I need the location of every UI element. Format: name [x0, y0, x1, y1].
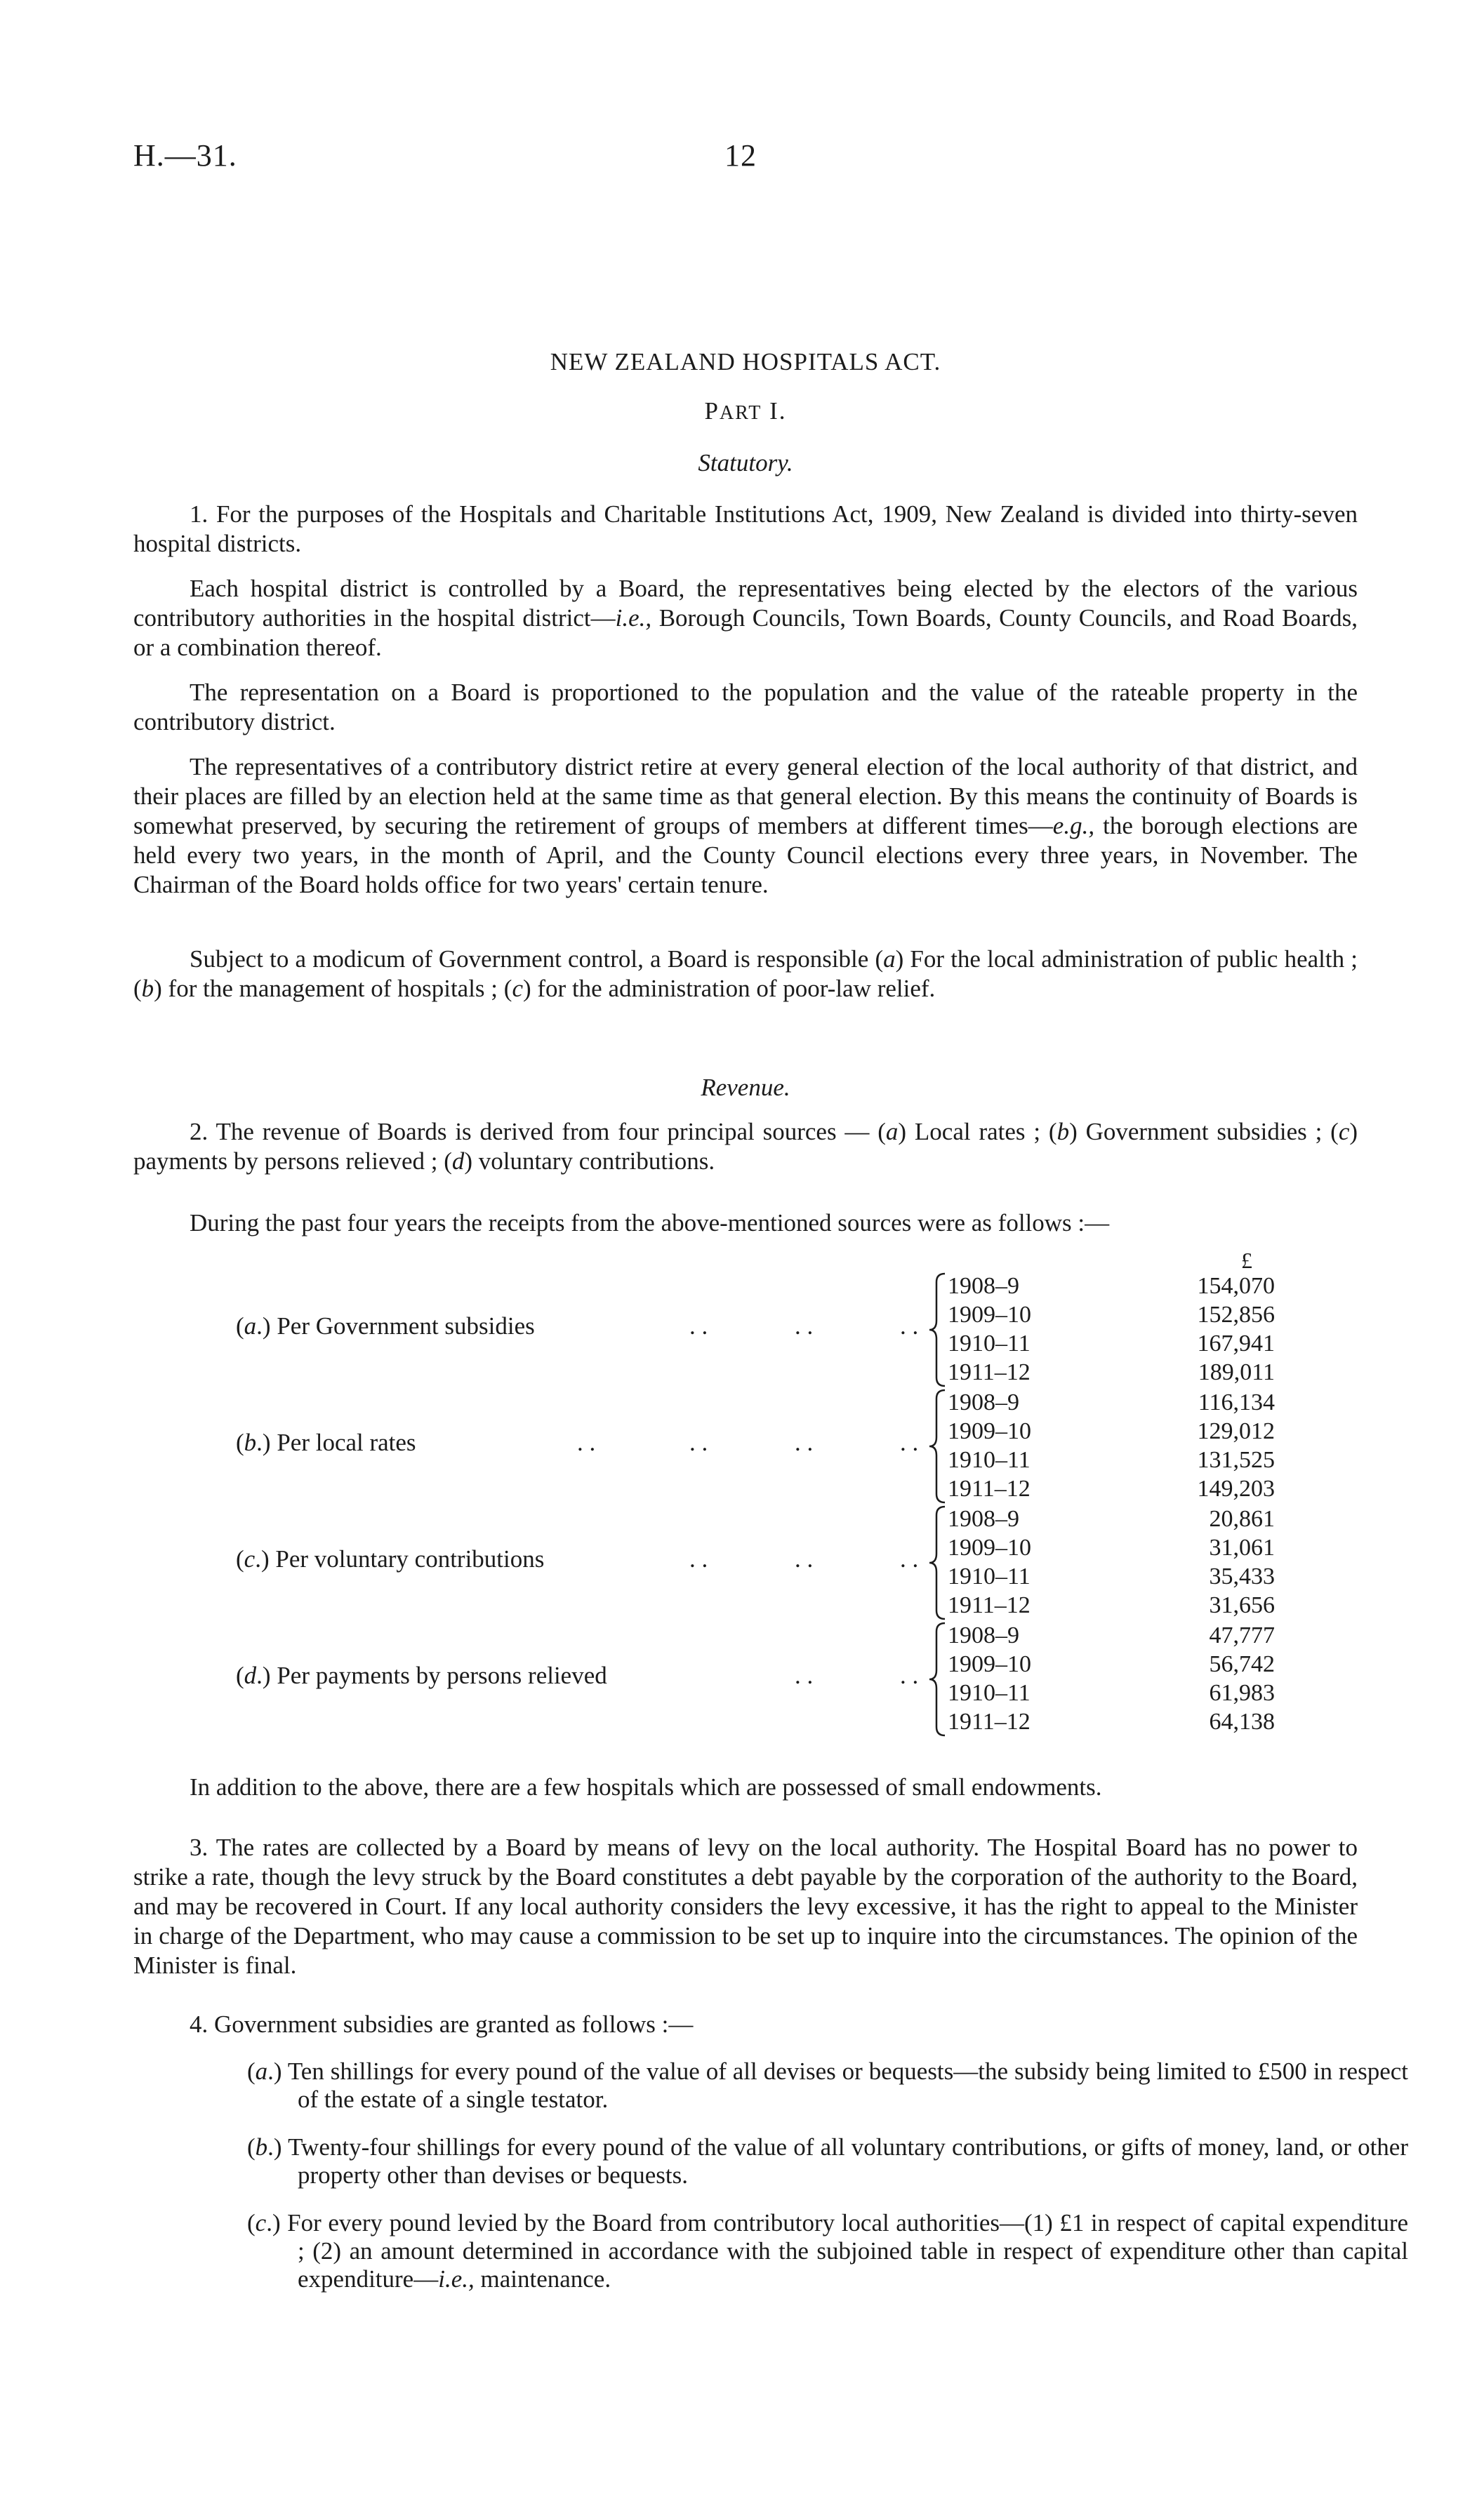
leader-dots: . .: [689, 1312, 708, 1340]
year-cell: 1911–12: [948, 1592, 1031, 1618]
leader-dots: . .: [577, 1429, 596, 1456]
subsidy-item-a: (a.) Ten shillings for every pound of the value of all devises or bequests—the subsidy being limited to £500 in respect of the estate of a single testator.: [247, 2058, 1409, 2113]
leader-dots: . .: [900, 1662, 919, 1689]
amount-cell: 47,777: [1209, 1622, 1275, 1648]
brace-icon: [927, 1621, 948, 1738]
amount-cell: 189,011: [1198, 1359, 1275, 1385]
year-cell: 1910–11: [948, 1447, 1031, 1473]
group-label: (b.) Per local rates: [236, 1429, 416, 1456]
leader-dots: . .: [689, 1429, 708, 1456]
subsidy-item-b: (b.) Twenty-four shillings for every pound of the value of all voluntary contributions, or gifts of money, land, or other property other than devises or bequests.: [247, 2133, 1408, 2189]
amount-cell: 131,525: [1197, 1447, 1275, 1473]
year-cell: 1909–10: [948, 1535, 1031, 1561]
paragraph-1: 1. For the purposes of the Hospitals and Charitable Institutions Act, 1909, New Zealand is divided into thirty-seven hospital districts.: [133, 500, 1358, 557]
leader-dots: . .: [900, 1312, 919, 1340]
paragraph-revenue-sources: 2. The revenue of Boards is derived from four principal sources — (a) Local rates ; (b) Government subsidies ; (c) payments by persons relieved ; (d) voluntary contributions.: [133, 1118, 1358, 1175]
brace-icon: [927, 1272, 948, 1388]
year-cell: 1909–10: [948, 1651, 1031, 1677]
amount-cell: 31,656: [1209, 1592, 1275, 1618]
leader-dots: . .: [795, 1545, 814, 1573]
part-heading: PART I.: [704, 397, 787, 425]
paragraph-5: Subject to a modicum of Government control, a Board is responsible (a) For the local administration of public health ; (b) for the management of hospitals ; (c) for the administration of poor-law relief.: [133, 945, 1358, 1002]
year-cell: 1911–12: [948, 1359, 1031, 1385]
year-cell: 1908–9: [948, 1273, 1019, 1299]
amount-cell: 152,856: [1197, 1302, 1275, 1328]
act-title: NEW ZEALAND HOSPITALS ACT.: [550, 348, 941, 375]
amount-cell: 64,138: [1209, 1709, 1275, 1735]
year-cell: 1910–11: [948, 1564, 1031, 1589]
receipts-group-d: [133, 1621, 1358, 1738]
amount-cell: 20,861: [1209, 1506, 1275, 1532]
receipts-group-c: [133, 1505, 1358, 1621]
document-reference: H.—31.: [133, 138, 237, 173]
year-cell: 1909–10: [948, 1418, 1031, 1444]
group-label: (a.) Per Government subsidies: [236, 1312, 535, 1340]
year-cell: 1911–12: [948, 1476, 1031, 1502]
amount-cell: 167,941: [1197, 1331, 1275, 1356]
amount-cell: 129,012: [1197, 1418, 1275, 1444]
amount-cell: 61,983: [1209, 1680, 1275, 1706]
group-label: (d.) Per payments by persons relieved: [236, 1662, 607, 1689]
amount-cell: 116,134: [1198, 1389, 1275, 1415]
year-cell: 1910–11: [948, 1680, 1031, 1706]
year-cell: 1908–9: [948, 1389, 1019, 1415]
page-number: 12: [724, 138, 757, 173]
brace-icon: [927, 1388, 948, 1505]
currency-symbol: £: [1241, 1248, 1252, 1273]
paragraph-2: Each hospital district is controlled by a Board, the representatives being elected by the electors of the various contributory authorities in the hospital district—i.e., Borough Councils, Town Boards, County Councils, and Road Boards, or a combination thereof.: [133, 575, 1358, 661]
amount-cell: 149,203: [1197, 1476, 1275, 1502]
leader-dots: . .: [795, 1662, 814, 1689]
amount-cell: 56,742: [1209, 1651, 1275, 1677]
receipts-group-a: [133, 1272, 1358, 1388]
amount-cell: 31,061: [1209, 1535, 1275, 1561]
paragraph-3: The representation on a Board is proportioned to the population and the value of the rateable property in the contributory district.: [133, 679, 1358, 735]
brace-icon: [927, 1505, 948, 1621]
year-cell: 1908–9: [948, 1622, 1019, 1648]
paragraph-3-rates: 3. The rates are collected by a Board by means of levy on the local authority. The Hospital Board has no power to strike a rate, though the levy struck by the Board constitutes a debt payable by the corporation of the authority to the Board, and may be recovered in Court. If any local authority considers the levy excessive, it has the right to appeal to the Minister in charge of the Department, who may cause a commission to be set up to inquire into the circumstances. The opinion of the Minister is final.: [133, 1834, 1358, 1979]
year-cell: 1911–12: [948, 1709, 1031, 1735]
leader-dots: . .: [689, 1545, 708, 1573]
subsidy-item-c: (c.) For every pound levied by the Board from contributory local authorities—(1) £1 in respect of capital expenditure ; (2) an amount determined in accordance with the subjoined table in respect of expenditure other than capital expenditure—i.e., maintenance.: [247, 2209, 1409, 2293]
statutory-heading: Statutory.: [698, 449, 793, 476]
paragraph-4: The representatives of a contributory district retire at every general election of the local authority of that district, and their places are filled by an election held at the same time as that general election. By this means the continuity of Boards is somewhat preserved, by securing the retirement of groups of members at different times—e.g., the borough elections are held every two years, in the month of April, and the County Council elections every three years, in November. The Chairman of the Board holds office for two years' certain tenure.: [133, 753, 1358, 898]
amount-cell: 35,433: [1209, 1564, 1275, 1589]
leader-dots: . .: [795, 1429, 814, 1456]
group-label: (c.) Per voluntary contributions: [236, 1545, 545, 1573]
leader-dots: . .: [900, 1545, 919, 1573]
year-cell: 1909–10: [948, 1302, 1031, 1328]
year-cell: 1910–11: [948, 1331, 1031, 1356]
paragraph-endowments: In addition to the above, there are a few hospitals which are possessed of small endowments.: [190, 1773, 1102, 1801]
leader-dots: . .: [900, 1429, 919, 1456]
year-cell: 1908–9: [948, 1506, 1019, 1532]
paragraph-4-subsidies: 4. Government subsidies are granted as follows :—: [190, 2011, 694, 2038]
leader-dots: . .: [795, 1312, 814, 1340]
amount-cell: 154,070: [1197, 1273, 1275, 1299]
paragraph-receipts-intro: During the past four years the receipts from the above-mentioned sources were as follows :—: [190, 1209, 1110, 1236]
receipts-group-b: [133, 1388, 1358, 1505]
revenue-heading: Revenue.: [701, 1074, 790, 1101]
